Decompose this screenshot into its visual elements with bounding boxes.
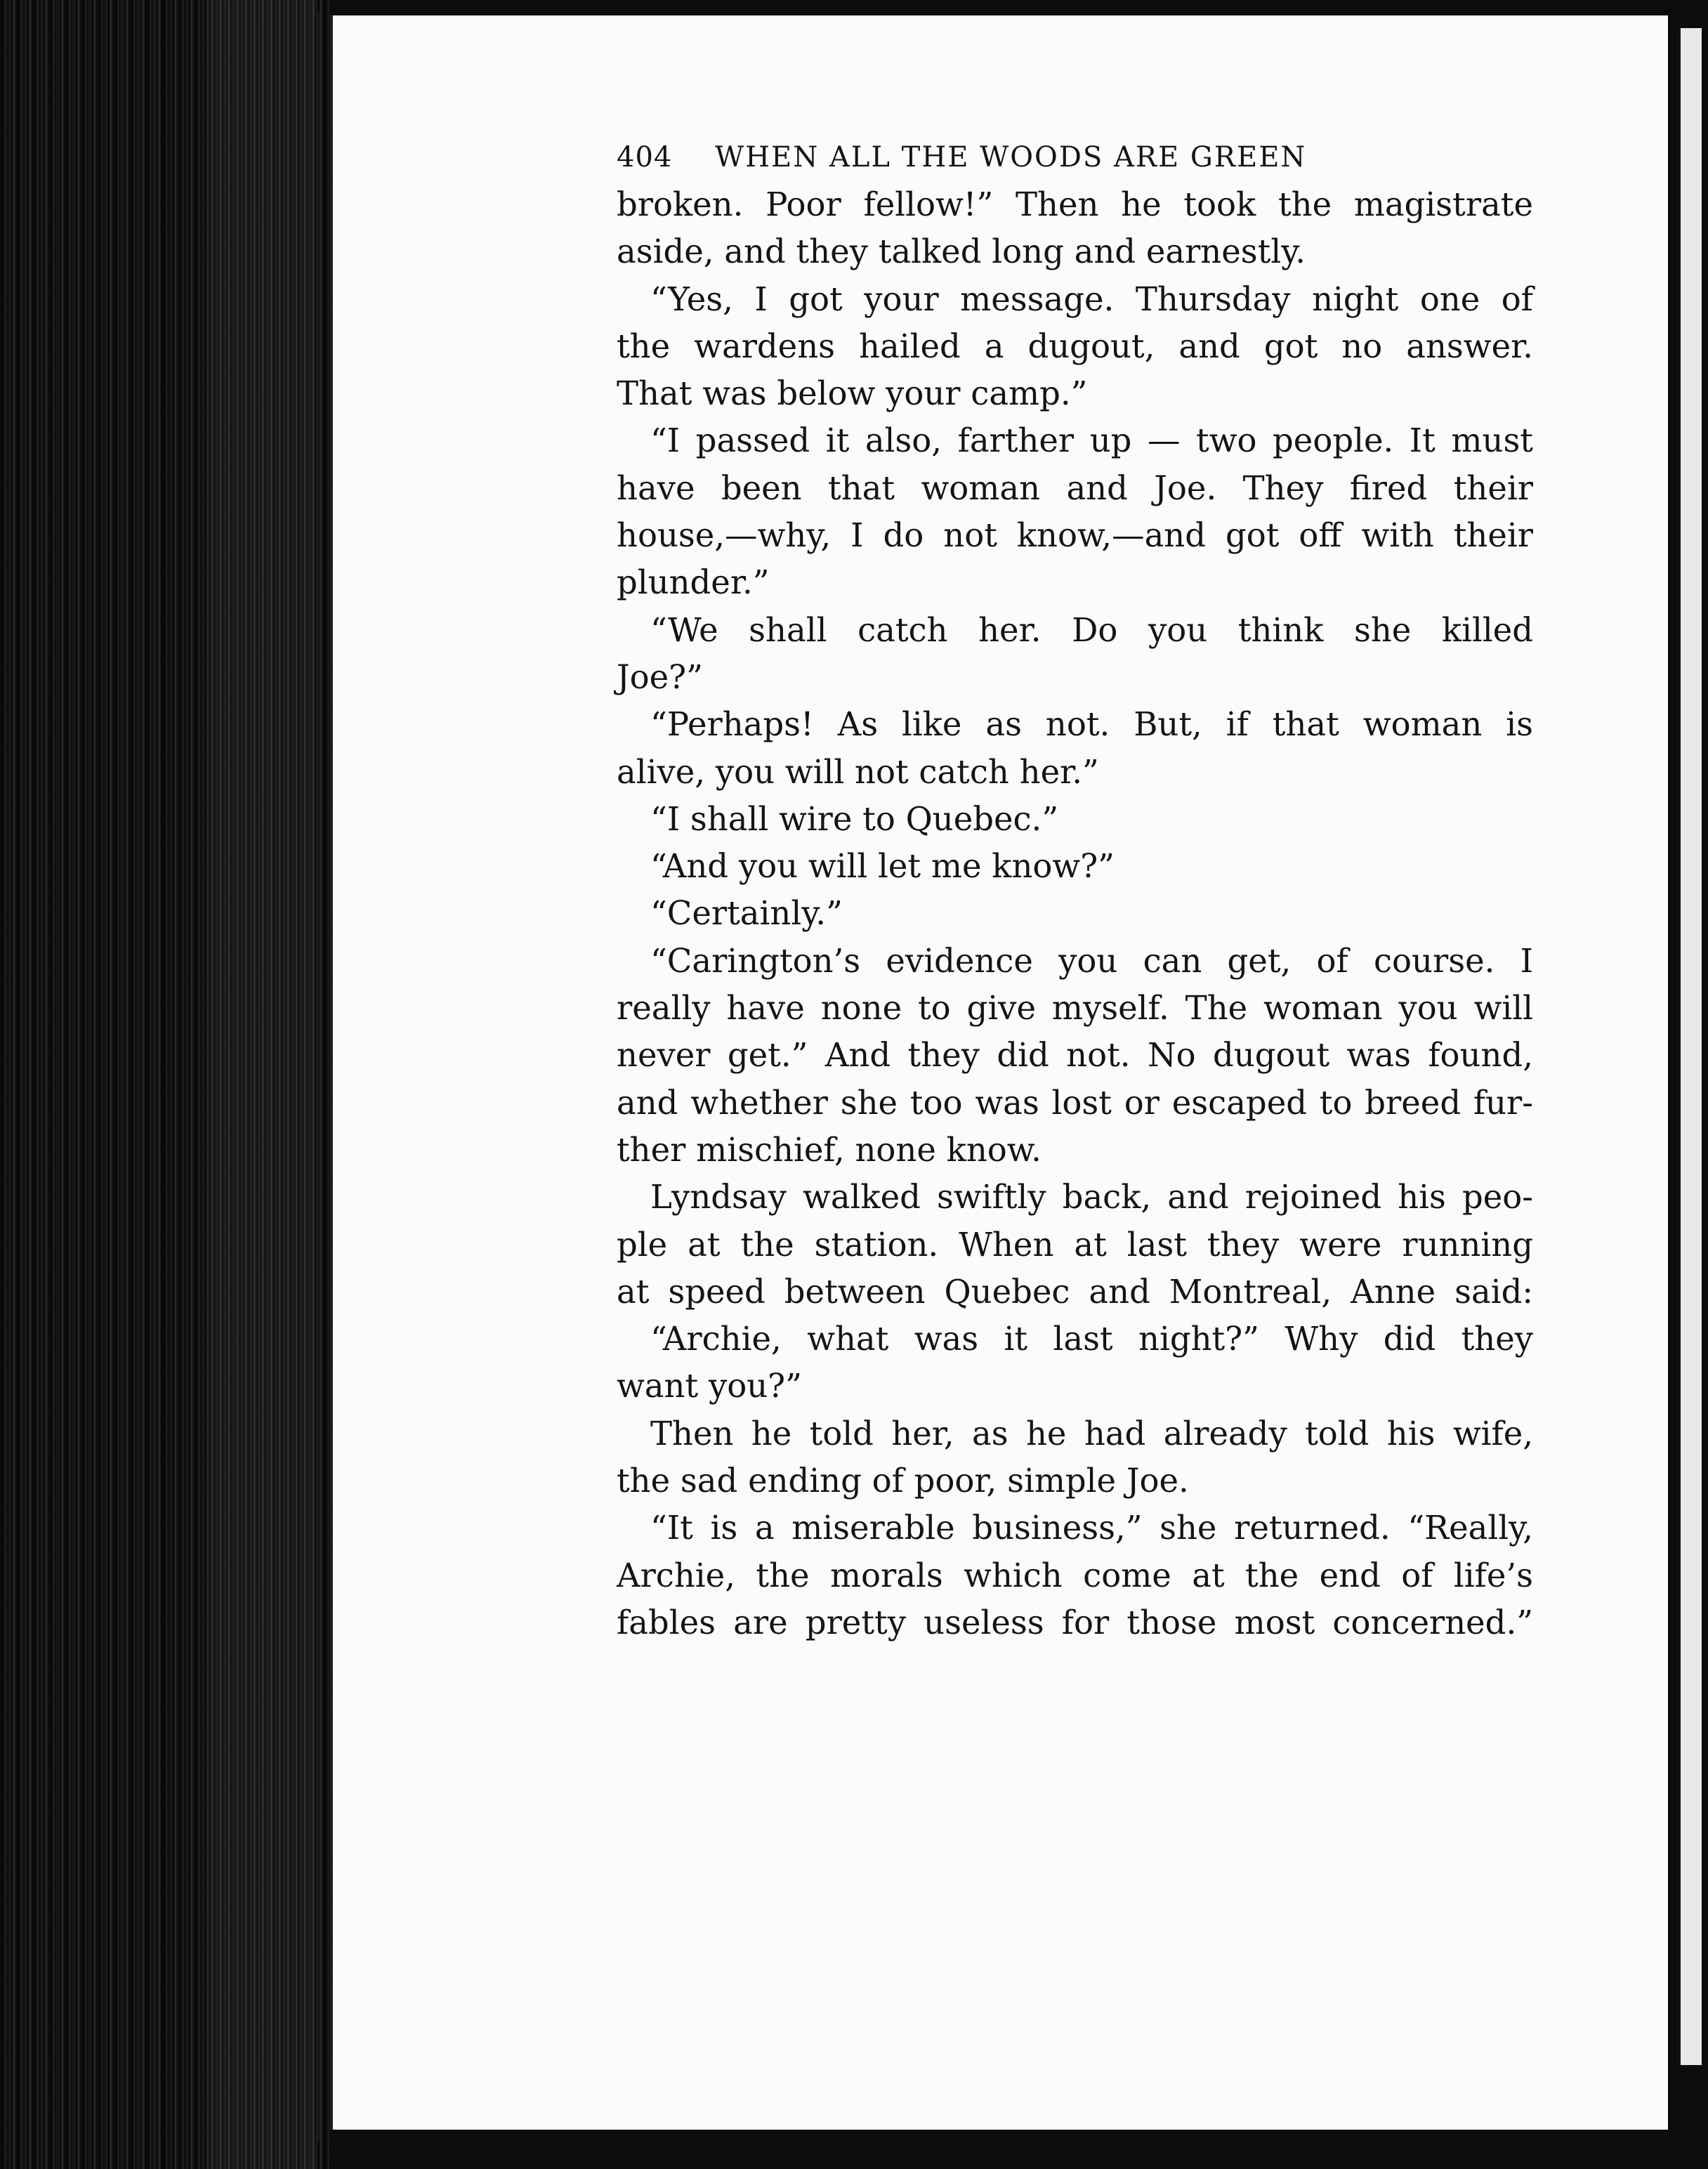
text-line: plunder.” bbox=[617, 563, 770, 602]
page-border bbox=[316, 13, 320, 2141]
running-head bbox=[617, 133, 1533, 181]
text-line: “Yes, I got your message. Thursday night one of bbox=[650, 280, 1533, 318]
text-line: ple at the station. When at last they were running bbox=[617, 1225, 1533, 1264]
text-line: “It is a miserable business,” she returned. “Really, bbox=[650, 1509, 1533, 1547]
text-line: fables are pretty useless for those most concerned.” bbox=[617, 1603, 1533, 1642]
text-line: “I shall wire to Quebec.” bbox=[650, 799, 1059, 838]
text-line: “Certainly.” bbox=[650, 894, 843, 933]
running-head-title: WHEN ALL THE WOODS ARE GREEN bbox=[715, 141, 1307, 173]
page-number: 404 bbox=[617, 141, 673, 173]
text-line: really have none to give myself. The woman you will bbox=[617, 989, 1533, 1028]
text-line: “Perhaps! As like as not. But, if that woman is bbox=[650, 705, 1533, 744]
book-edge-bottom bbox=[330, 2130, 1668, 2169]
text-line: “We shall catch her. Do you think she killed bbox=[650, 610, 1533, 649]
next-page-sliver bbox=[1677, 28, 1702, 2065]
text-block bbox=[617, 133, 1533, 1646]
text-line: “Carington’s evidence you can get, of course. I bbox=[650, 941, 1533, 980]
text-line: That was below your camp.” bbox=[617, 374, 1088, 413]
text-line: the wardens hailed a dugout, and got no answer. bbox=[617, 327, 1533, 365]
book-spine-grain bbox=[211, 0, 316, 2169]
text-line: “Archie, what was it last night?” Why did they bbox=[650, 1320, 1533, 1358]
text-line: the sad ending of poor, simple Joe. bbox=[617, 1462, 1189, 1500]
text-line: want you?” bbox=[617, 1367, 802, 1405]
text-line: “And you will let me know?” bbox=[650, 847, 1115, 886]
body-text bbox=[617, 181, 1533, 1646]
text-line: never get.” And they did not. No dugout was found, bbox=[617, 1036, 1533, 1075]
text-line: have been that woman and Joe. They fired their bbox=[617, 468, 1533, 507]
text-line: broken. Poor fellow!” Then he took the magistrate bbox=[617, 185, 1533, 223]
text-line: Joe?” bbox=[617, 657, 703, 696]
text-line: Archie, the morals which come at the end of life’s bbox=[617, 1556, 1533, 1594]
text-line: “I passed it also, farther up — two people. It must bbox=[650, 421, 1533, 460]
text-line: ther mischief, none know. bbox=[617, 1130, 1042, 1169]
text-line: alive, you will not catch her.” bbox=[617, 752, 1099, 791]
text-line: at speed between Quebec and Montreal, Anne said: bbox=[617, 1272, 1533, 1311]
text-line: and whether she too was lost or escaped to breed fur- bbox=[617, 1083, 1533, 1122]
text-line: Then he told her, as he had already told his wife, bbox=[650, 1414, 1533, 1453]
text-line: Lyndsay walked swiftly back, and rejoined his peo- bbox=[650, 1178, 1533, 1217]
text-line: aside, and they talked long and earnestly. bbox=[617, 232, 1306, 271]
text-line: house,—why, I do not know,—and got off with their bbox=[617, 516, 1533, 555]
